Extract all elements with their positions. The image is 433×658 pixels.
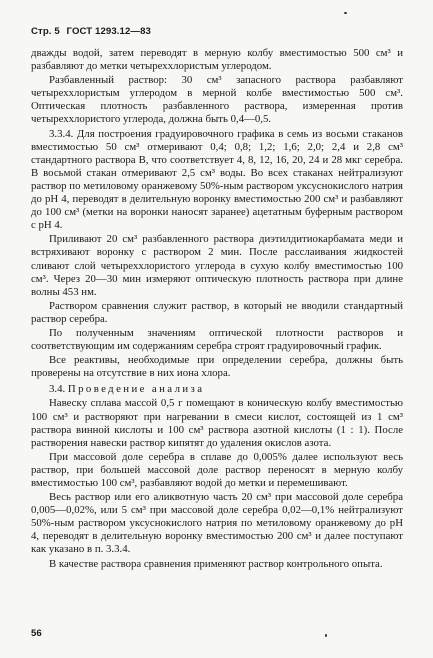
standard-code: ГОСТ 1293.12—83 bbox=[66, 26, 151, 37]
paragraph-3-3-4: 3.3.4. Для построения градуировочного графика в семь из восьми стаканов вместимостью 50 см³ отмеривают 0,4; 0,8; 1,2; 1,6; 2,0; 2,4 и 2,8 см³ стандартного раствора В, что соответствует 4, 8, 12, 16, 20, 24 и 28 мкг серебра. В восьмой стакан отмеривают 2,5 см³ воды. Во всех стаканах нейтрализуют раствор по метиловому оранжевому 50%-ным раствором уксуснокислого натрия до pH 4, переводят в делительную воронку вместимостью 200 см³ и разбавляют до 100 см³ (метки на воронки наносят заранее) ацетатным буферным раствором с pH 4. bbox=[31, 127, 403, 232]
paragraph-add-reagent: Приливают 20 см³ разбавленного раствора диэтилдитиокарбамата меди и встряхивают воронку с раствором 2 мин. После расслаивания жидкостей сливают слой четыреххлористого углерода в сухую колбу вместимостью 100 см³. Через 20—30 мин измеряют оптическую плотность раствора при длине волны 453 нм. bbox=[31, 233, 403, 298]
section-number: 3.4. bbox=[49, 383, 66, 396]
paragraph-sample-dissolution: Навеску сплава массой 0,5 г помещают в коническую колбу вместимостью 100 см³ и растворяют при нагревании в смеси кислот, состоящей из 1 см³ раствора винной кислоты и 100 см³ раствора азотной кислоты (1 : 1). После растворения навески раствор кипятят до удаления окислов азота. bbox=[31, 397, 403, 449]
section-title: Проведение анализа bbox=[67, 383, 205, 396]
page-label: Стр. 5 bbox=[31, 26, 60, 37]
paragraph-reference-solution: Раствором сравнения служит раствор, в который не вводили стандартный раствор серебра. bbox=[31, 299, 403, 325]
paragraph-blank: В качестве раствора сравнения применяют раствор контрольного опыта. bbox=[49, 557, 383, 570]
section-heading bbox=[31, 383, 403, 396]
paragraph-continuation: дважды водой, затем переводят в мерную колбу вместимостью 500 см³ и разбавляют до метки четыреххлористым углеродом. bbox=[31, 47, 403, 73]
paragraph-diluted-solution: Разбавленный раствор: 30 см³ запасного раствора разбавляют четыреххлористым углеродом в мерной колбе вместимостью 500 см³. Оптическая плотность разбавленного раствора, измеренная против четыреххлористого углерода, должна быть 0,4—0,5. bbox=[31, 74, 403, 126]
paragraph-mass-fraction: При массовой доле серебра в сплаве до 0,005% далее используют весь раствор, при большей массовой доле раствор переносят в мерную колбу вместимостью 100 см³, разбавляют водой до метки и перемешивают. bbox=[31, 450, 403, 489]
scan-speck bbox=[344, 12, 347, 14]
scan-speck bbox=[325, 634, 327, 637]
paragraph-aliquot: Весь раствор или его аликвотную часть 20 см³ при массовой доле серебра 0,005—0,02%, или 5 см³ при массовой доле серебра 0,02—0,1% нейтрализуют 50%-ным раствором уксуснокислого натрия по метиловому оранжевому до pH 4, переводят в делительную воронку вместимостью 200 см³ и далее поступают как указано в п. 3.3.4. bbox=[31, 491, 403, 556]
page-header bbox=[31, 26, 403, 37]
paragraph-calibration-graph: По полученным значениям оптической плотности растворов и соответствующим им содержаниям серебра строят градуировочный график. bbox=[31, 326, 403, 353]
page-number: 56 bbox=[31, 628, 42, 639]
paragraph-reagents-check: Все реактивы, необходимые при определении серебра, должны быть проверены на отсутствие в них иона хлора. bbox=[31, 354, 403, 380]
